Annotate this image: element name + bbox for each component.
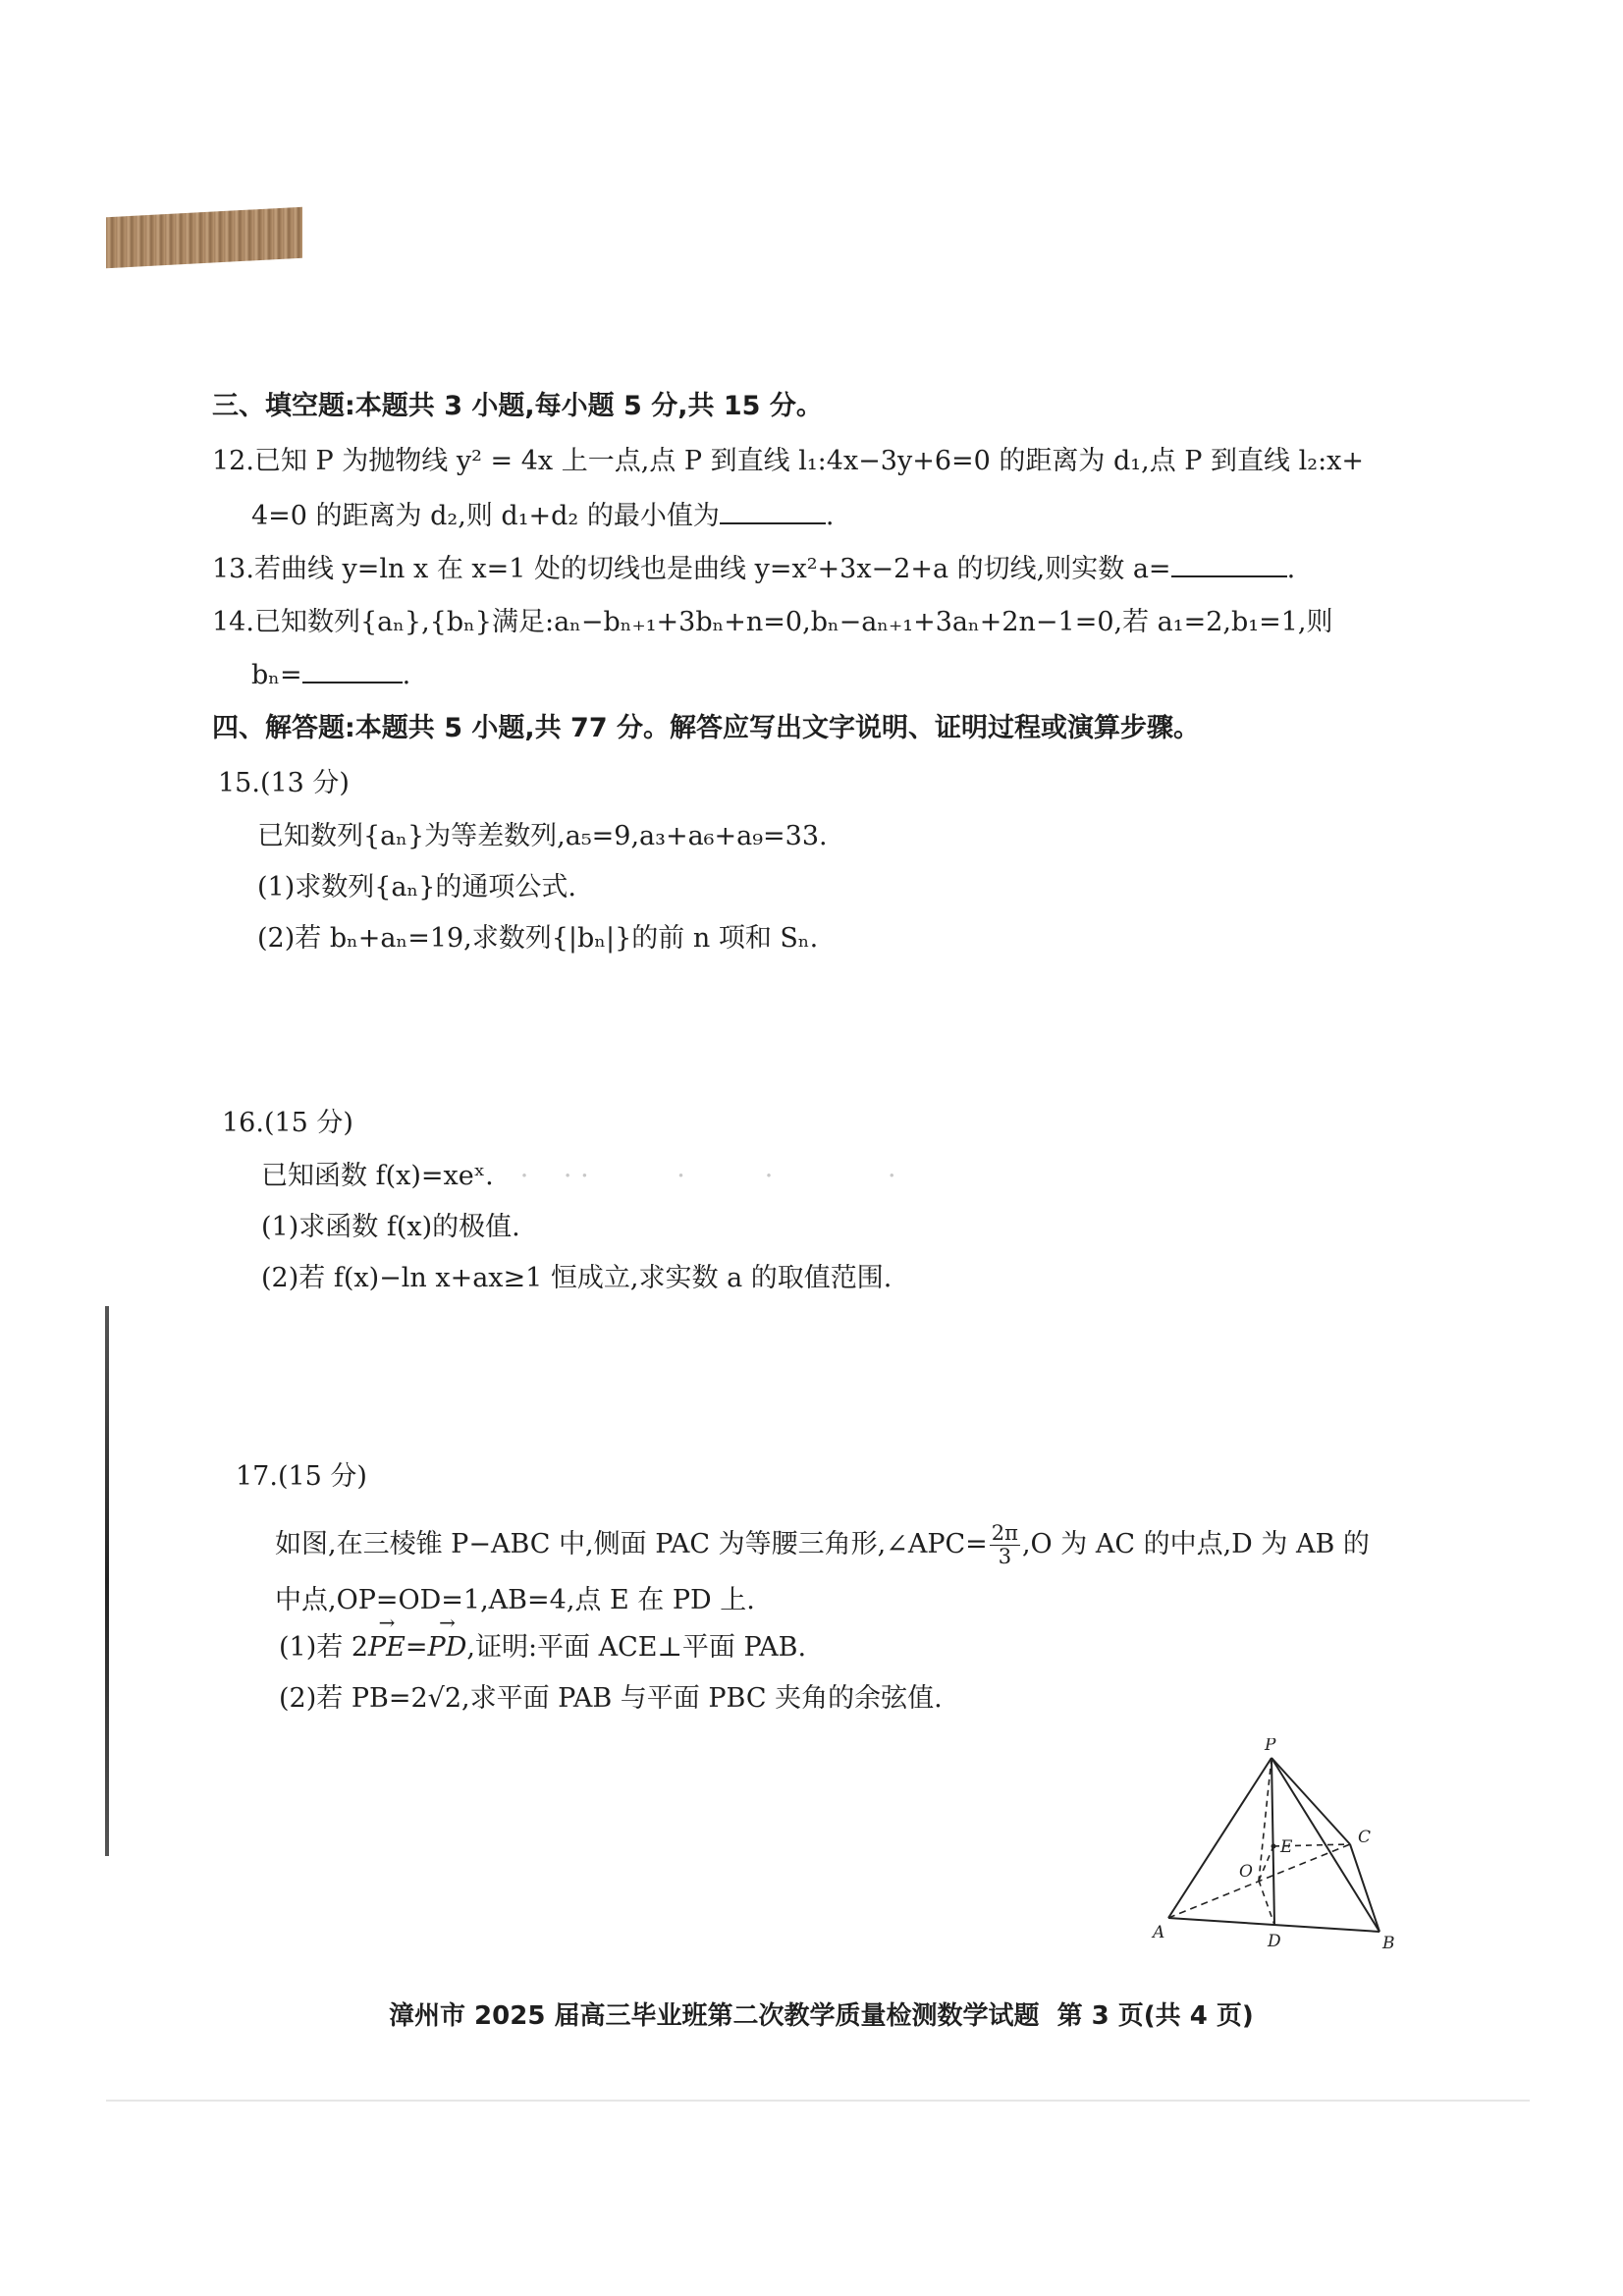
q13-number: 13. [212,554,254,584]
q17-header: 17.(15 分) [236,1461,367,1492]
q14-answer-blank[interactable] [302,660,403,683]
q16-stem [261,1161,896,1192]
section-4-heading: 四、解答题:本题共 5 小题,共 77 分。解答应写出文字说明、证明过程或演算步骤。 [212,713,1201,743]
q16-stem-text: 已知函数 f(x)=xeˣ. [261,1161,494,1191]
bottom-divider [106,2100,1530,2102]
section-3-heading: 三、填空题:本题共 3 小题,每小题 5 分,共 15 分。 [212,391,823,421]
q16-part1: (1)求函数 f(x)的极值. [261,1212,520,1242]
edge-pc [1271,1758,1350,1844]
q16-part2: (2)若 f(x)−ln x+ax≥1 恒成立,求实数 a 的取值范围. [261,1263,893,1293]
q17-part1-a: (1)若 2 [279,1632,369,1663]
tetrahedron-figure [1149,1738,1404,1954]
q12-number: 12. [212,446,254,476]
label-c: C [1358,1828,1372,1847]
vector-pd: → PD [428,1632,467,1664]
q17-part1-eq: = [405,1632,428,1663]
label-d: D [1268,1932,1281,1951]
angle-fraction [990,1522,1020,1568]
q14-text-2: bₙ= [251,660,302,690]
segment-pd [1271,1758,1274,1925]
q14-line2: bₙ= . [251,660,411,690]
vector-pe: → PE [368,1632,406,1664]
q14-text-1: 已知数列{aₙ},{bₙ}满足:aₙ−bₙ₊₁+3bₙ+n=0,bₙ−aₙ₊₁+3aₙ+2n−1=0,若 a₁=2,b₁=1,则 [253,607,1333,637]
q17-part2: (2)若 PB=2√2,求平面 PAB 与平面 PBC 夹角的余弦值. [279,1683,943,1714]
q12-text-2: 4=0 的距离为 d₂,则 d₁+d₂ 的最小值为 [251,501,720,531]
q14-line1 [212,607,1332,638]
label-a: A [1153,1923,1165,1942]
q13-line: 13.若曲线 y=ln x 在 x=1 处的切线也是曲线 y=x²+3x−2+a 的切线,则实数 a= . [212,554,1296,584]
label-e: E [1280,1837,1293,1857]
q17-stem-a: 如图,在三棱锥 P−ABC 中,侧面 PAC 为等腰三角形,∠APC= [275,1529,988,1560]
q17-part1 [279,1632,806,1664]
wood-desk-edge [106,207,302,268]
q12-line1 [212,446,1364,477]
q17-stem-line1 [275,1522,1370,1568]
footer [389,2001,1254,2032]
footer-page: 第 3 页(共 4 页) [1056,2001,1254,2031]
segment-od-hidden [1259,1881,1274,1925]
page-shadow-edge [105,1306,109,1856]
q16-header: 16.(15 分) [222,1108,353,1138]
q17-stem-line2: 中点,OP=OD=1,AB=4,点 E 在 PD 上. [275,1585,755,1615]
label-b: B [1382,1934,1395,1953]
fraction-numerator: 2π [991,1521,1018,1545]
label-p: P [1265,1738,1276,1755]
fraction-denominator: 3 [998,1545,1012,1569]
q15-header: 15.(13 分) [218,768,350,798]
point-e [1271,1844,1276,1849]
q12-text-1: 已知 P 为抛物线 y² = 4x 上一点,点 P 到直线 l₁:4x−3y+6=0 的距离为 d₁,点 P 到直线 l₂:x+ [253,446,1365,476]
q12-line2: 4=0 的距离为 d₂,则 d₁+d₂ 的最小值为 . [251,501,835,531]
edge-pa [1168,1758,1271,1918]
q12-answer-blank[interactable] [720,501,826,524]
q17-stem-b: ,O 为 AC 的中点,D 为 AB 的 [1021,1529,1370,1560]
q15-part1: (1)求数列{aₙ}的通项公式. [257,872,576,902]
q14-number: 14. [212,607,254,637]
q13-answer-blank[interactable] [1171,554,1287,577]
edge-cb [1350,1844,1380,1932]
footer-title: 漳州市 2025 届高三毕业班第二次教学质量检测数学试题 [389,2001,1040,2031]
label-o: O [1239,1862,1253,1882]
q13-text: 若曲线 y=ln x 在 x=1 处的切线也是曲线 y=x²+3x−2+a 的切线,则实数 a= [253,554,1171,584]
q15-part2: (2)若 bₙ+aₙ=19,求数列{|bₙ|}的前 n 项和 Sₙ. [257,923,819,954]
q17-part1-b: ,证明:平面 ACE⊥平面 PAB. [466,1632,807,1663]
bleed-through-marks: · · · · · · [493,1161,896,1191]
q15-stem: 已知数列{aₙ}为等差数列,a₅=9,a₃+a₆+a₉=33. [257,821,828,851]
